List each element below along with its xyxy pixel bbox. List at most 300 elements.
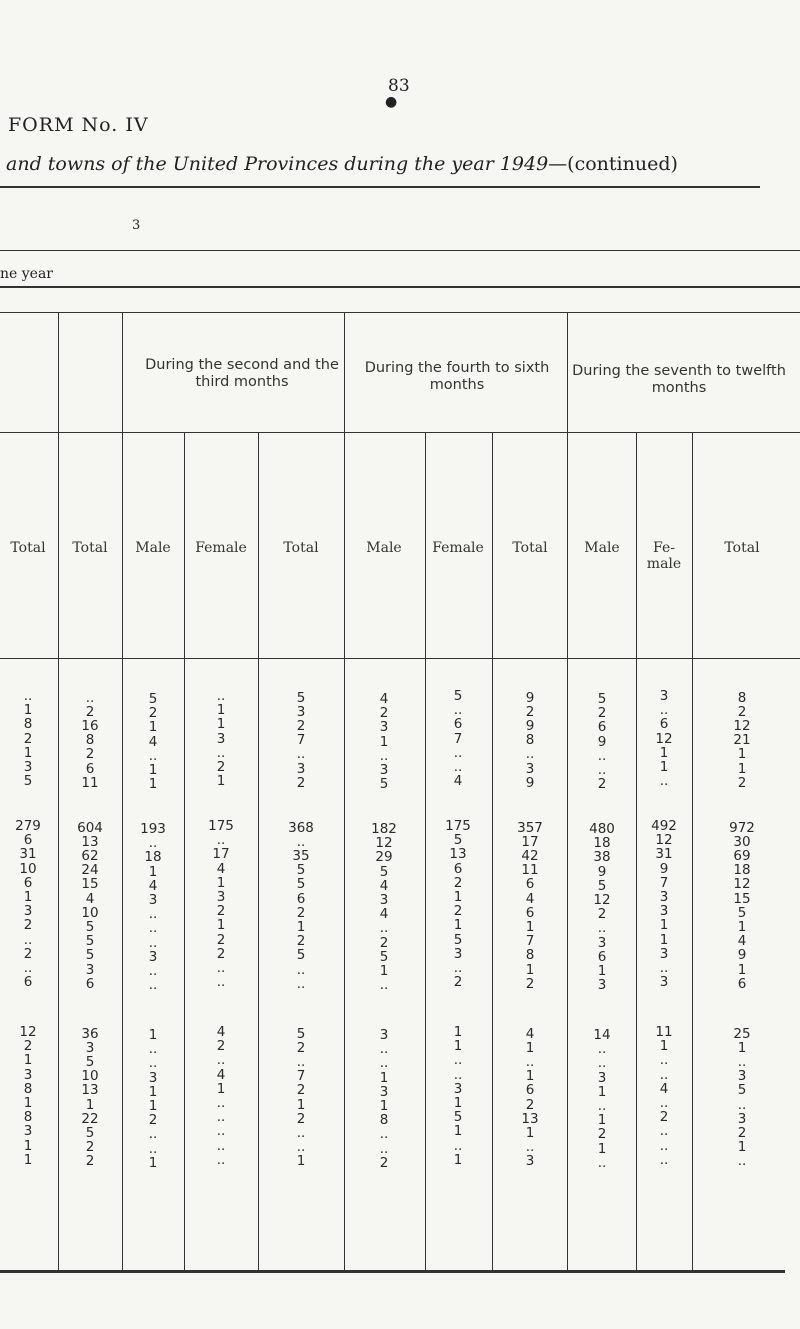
- table-cell: 2: [453, 903, 463, 920]
- table-cell: 2: [85, 1139, 95, 1156]
- table-cell: 8: [737, 689, 747, 706]
- table-cell: 6: [23, 874, 33, 891]
- table-cell: 2: [23, 730, 33, 747]
- table-cell: 2: [296, 1082, 306, 1099]
- table-cell: 3: [23, 1123, 33, 1140]
- rule-top: [0, 186, 760, 188]
- table-cell: 1: [216, 716, 226, 733]
- table-cell: 1: [597, 1083, 607, 1100]
- table-cell: 279: [15, 818, 41, 834]
- table-cell: 1: [659, 744, 669, 761]
- table-cell: 492: [651, 818, 677, 834]
- vrule: [184, 432, 185, 1270]
- table-cell: 6: [453, 860, 463, 877]
- table-cell: 3: [23, 759, 33, 775]
- table-cell: 14: [593, 1027, 611, 1043]
- table-cell: 3: [85, 961, 95, 978]
- table-cell: ..: [659, 1123, 669, 1140]
- table-cell: 18: [593, 835, 611, 852]
- table-cell: 8: [85, 732, 95, 749]
- table-cell: ..: [597, 1041, 607, 1058]
- table-cell: ..: [23, 960, 33, 976]
- table-cell: 1: [23, 702, 33, 719]
- table-cell: 7: [659, 874, 669, 891]
- table-cell: ..: [453, 759, 463, 775]
- table-cell: ..: [597, 747, 607, 764]
- table-cell: 2: [216, 945, 226, 962]
- rule-number: [0, 250, 800, 251]
- table-cell: 3: [453, 945, 463, 962]
- table-cell: 5: [296, 947, 306, 964]
- table-cell: ..: [659, 1052, 669, 1069]
- rule-headers-bottom: [0, 658, 800, 659]
- table-cell: 1: [296, 1096, 306, 1113]
- table-cell: 1: [525, 1068, 535, 1085]
- table-cell: 604: [77, 819, 103, 836]
- column-header: Female: [432, 540, 484, 556]
- table-cell: 2: [525, 1096, 535, 1113]
- table-cell: 2: [296, 774, 306, 791]
- table-cell: ..: [296, 746, 306, 763]
- vrule: [122, 312, 123, 1270]
- table-cell: 17: [212, 846, 230, 863]
- table-cell: 2: [737, 774, 747, 791]
- table-cell: 21: [733, 732, 751, 749]
- table-cell: ..: [148, 963, 158, 979]
- table-cell: 2: [216, 903, 226, 920]
- table-cell: ..: [216, 688, 226, 704]
- table-cell: 6: [85, 975, 95, 992]
- table-cell: 1: [296, 1153, 306, 1170]
- table-cell: 69: [733, 847, 751, 864]
- table-cell: 3: [23, 1066, 33, 1083]
- table-cell: 1: [737, 961, 747, 978]
- table-cell: 2: [148, 1112, 158, 1129]
- table-cell: 12: [19, 1024, 37, 1040]
- table-cell: 1: [453, 1151, 463, 1168]
- table-cell: ..: [453, 960, 463, 976]
- table-cell: 3: [379, 1083, 389, 1100]
- table-cell: 2: [379, 934, 389, 951]
- table-cell: 2: [23, 945, 33, 962]
- table-cell: 9: [597, 863, 607, 880]
- table-cell: 3: [148, 1069, 158, 1086]
- table-cell: ..: [148, 1055, 158, 1072]
- table-cell: 4: [379, 691, 389, 707]
- table-cell: 1: [453, 917, 463, 934]
- table-cell: ..: [659, 1066, 669, 1083]
- table-cell: 3: [597, 934, 607, 951]
- table-cell: 15: [81, 876, 99, 893]
- table-cell: 2: [379, 1154, 389, 1171]
- table-cell: ..: [597, 1154, 607, 1171]
- table-cell: 3: [148, 948, 158, 965]
- table-cell: 1: [597, 1140, 607, 1157]
- table-cell: ..: [148, 1140, 158, 1157]
- table-cell: 18: [733, 862, 751, 879]
- table-cell: 3: [659, 903, 669, 920]
- table-cell: 5: [597, 691, 607, 707]
- table-cell: ..: [737, 1096, 747, 1113]
- table-cell: 62: [81, 847, 99, 864]
- table-cell: 9: [525, 717, 535, 734]
- table-cell: 6: [23, 832, 33, 849]
- table-cell: 1: [453, 1123, 463, 1140]
- table-cell: ..: [148, 906, 158, 923]
- table-cell: ..: [148, 835, 158, 852]
- table-cell: ..: [296, 975, 306, 992]
- table-cell: 2: [296, 1039, 306, 1056]
- table-cell: 3: [737, 1110, 747, 1127]
- table-cell: 5: [85, 933, 95, 950]
- table-cell: 1: [216, 702, 226, 719]
- table-cell: ..: [216, 974, 226, 991]
- table-cell: ..: [216, 1052, 226, 1069]
- table-cell: 1: [148, 1027, 158, 1043]
- column-header: Total: [10, 540, 46, 556]
- table-cell: 6: [525, 904, 535, 921]
- table-cell: 8: [23, 1080, 33, 1097]
- table-cell: 2: [597, 906, 607, 923]
- table-cell: 1: [148, 863, 158, 880]
- table-cell: ..: [659, 1095, 669, 1111]
- table-cell: 5: [379, 776, 389, 793]
- table-cell: 1: [737, 1139, 747, 1156]
- table-cell: ..: [216, 1109, 226, 1126]
- table-cell: 8: [379, 1112, 389, 1129]
- table-cell: 7: [296, 732, 306, 749]
- table-cell: 24: [81, 862, 99, 879]
- table-cell: 1: [453, 1038, 463, 1055]
- table-cell: 3: [597, 1069, 607, 1086]
- table-cell: ..: [453, 702, 463, 719]
- table-cell: 29: [375, 849, 393, 866]
- year-fragment: ne year: [0, 266, 53, 282]
- table-cell: 3: [659, 945, 669, 962]
- table-cell: 3: [597, 977, 607, 994]
- table-cell: 1: [453, 1095, 463, 1111]
- table-cell: 2: [216, 759, 226, 775]
- table-cell: ..: [597, 920, 607, 937]
- table-cell: 2: [737, 703, 747, 720]
- table-cell: ..: [379, 747, 389, 764]
- table-cell: 8: [525, 947, 535, 964]
- table-cell: 2: [296, 904, 306, 921]
- table-cell: 3: [659, 974, 669, 991]
- table-cell: ..: [216, 1137, 226, 1154]
- table-cell: ..: [379, 1126, 389, 1143]
- table-cell: 5: [296, 876, 306, 893]
- table-cell: 1: [379, 1069, 389, 1086]
- table-cell: 2: [148, 705, 158, 722]
- table-cell: 2: [296, 717, 306, 734]
- table-cell: 1: [216, 874, 226, 891]
- table-cell: 5: [737, 1082, 747, 1099]
- table-cell: 6: [85, 760, 95, 777]
- table-cell: 6: [525, 1082, 535, 1099]
- table-cell: ..: [148, 747, 158, 764]
- table-cell: 3: [737, 1068, 747, 1085]
- table-cell: 2: [737, 1124, 747, 1141]
- table-cell: 3: [659, 688, 669, 704]
- table-cell: 22: [81, 1110, 99, 1127]
- table-cell: 2: [597, 776, 607, 793]
- table-cell: 1: [525, 918, 535, 935]
- table-cell: 3: [379, 762, 389, 778]
- table-cell: 7: [525, 933, 535, 950]
- table-cell: 368: [288, 819, 314, 836]
- table-cell: 1: [379, 963, 389, 979]
- table-cell: 6: [597, 948, 607, 965]
- table-cell: 182: [371, 821, 397, 837]
- table-cell: 4: [148, 733, 158, 750]
- table-cell: 16: [81, 717, 99, 734]
- table-cell: ..: [296, 1124, 306, 1141]
- table-cell: 2: [296, 1110, 306, 1127]
- table-cell: 1: [453, 889, 463, 905]
- table-cell: 6: [659, 716, 669, 733]
- table-cell: 4: [148, 877, 158, 894]
- continued-label: —(continued): [548, 153, 678, 175]
- table-cell: 2: [85, 703, 95, 720]
- table-cell: 3: [216, 730, 226, 747]
- table-cell: ..: [148, 1041, 158, 1058]
- table-cell: 5: [85, 947, 95, 964]
- table-cell: 3: [379, 892, 389, 908]
- table-cell: ..: [216, 960, 226, 976]
- table-cell: 3: [525, 760, 535, 777]
- table-cell: ..: [85, 689, 95, 706]
- table-cell: 5: [737, 904, 747, 921]
- table-cell: 7: [453, 730, 463, 747]
- table-cell: 1: [737, 1039, 747, 1056]
- table-cell: 5: [379, 948, 389, 965]
- table-cell: 4: [379, 877, 389, 894]
- table-cell: ..: [453, 1052, 463, 1069]
- table-cell: 1: [216, 1080, 226, 1097]
- table-cell: ..: [379, 1140, 389, 1157]
- table-cell: 1: [23, 1151, 33, 1168]
- column-header: Total: [724, 540, 760, 556]
- table-cell: 1: [23, 889, 33, 905]
- table-cell: 1: [148, 762, 158, 778]
- table-cell: 13: [81, 1082, 99, 1099]
- column-header: Male: [366, 540, 402, 556]
- table-cell: 9: [525, 774, 535, 791]
- table-cell: 4: [659, 1080, 669, 1097]
- table-cell: 38: [593, 849, 611, 866]
- table-cell: ..: [216, 1151, 226, 1168]
- table-cell: 11: [655, 1024, 673, 1040]
- group-header-second-third: During the second and the third months: [145, 357, 339, 390]
- table-cell: 8: [525, 732, 535, 749]
- table-cell: 1: [737, 918, 747, 935]
- column-header: Total: [72, 540, 108, 556]
- table-cell: 175: [208, 818, 234, 834]
- table-cell: 4: [525, 1025, 535, 1042]
- table-cell: 18: [144, 849, 162, 866]
- table-cell: 3: [296, 760, 306, 777]
- table-cell: ..: [216, 744, 226, 761]
- table-cell: 1: [659, 917, 669, 934]
- table-cell: 5: [148, 691, 158, 707]
- table-cell: 3: [85, 1039, 95, 1056]
- table-cell: 12: [593, 892, 611, 908]
- table-cell: ..: [296, 961, 306, 978]
- table-cell: 25: [733, 1025, 751, 1042]
- table-cell: 1: [148, 1098, 158, 1114]
- table-cell: 2: [525, 975, 535, 992]
- table-cell: 1: [379, 733, 389, 750]
- table-cell: 9: [597, 733, 607, 750]
- table-cell: 5: [85, 1124, 95, 1141]
- table-cell: 11: [521, 862, 539, 879]
- table-cell: 1: [148, 1154, 158, 1171]
- table-cell: 10: [19, 860, 37, 877]
- table-cell: 5: [296, 1025, 306, 1042]
- table-cell: 31: [19, 846, 37, 863]
- table-cell: 42: [521, 847, 539, 864]
- rule-bottom: [0, 1270, 785, 1273]
- column-number: 3: [132, 218, 141, 233]
- table-cell: ..: [379, 1041, 389, 1058]
- table-cell: 2: [23, 1038, 33, 1055]
- table-cell: 4: [85, 890, 95, 907]
- vrule: [58, 312, 59, 1270]
- table-cell: ..: [148, 934, 158, 951]
- vrule: [492, 432, 493, 1270]
- table-cell: 1: [659, 931, 669, 948]
- table-cell: ..: [597, 1098, 607, 1114]
- table-cell: 5: [453, 688, 463, 704]
- table-cell: 2: [597, 1126, 607, 1143]
- column-header: Fe- male: [646, 540, 682, 572]
- vrule: [258, 432, 259, 1270]
- table-cell: 1: [453, 1024, 463, 1040]
- table-cell: 3: [379, 1027, 389, 1043]
- table-cell: 1: [737, 746, 747, 763]
- table-cell: 3: [453, 1080, 463, 1097]
- table-cell: 2: [296, 933, 306, 950]
- table-cell: 1: [23, 1137, 33, 1154]
- page-number: 83: [388, 76, 410, 96]
- subtitle-text: and towns of the United Provinces during the year 1949: [6, 153, 549, 175]
- table-cell: 5: [23, 773, 33, 790]
- table-cell: 4: [453, 773, 463, 790]
- table-cell: 13: [81, 833, 99, 850]
- column-header: Total: [512, 540, 548, 556]
- table-cell: ..: [453, 1137, 463, 1154]
- table-cell: 30: [733, 833, 751, 850]
- table-cell: 12: [655, 730, 673, 747]
- group-header-seventh-twelfth: During the seventh to twelfth months: [572, 363, 786, 396]
- table-cell: 175: [445, 818, 471, 834]
- table-cell: 5: [85, 1053, 95, 1070]
- table-cell: ..: [659, 1137, 669, 1154]
- column-header: Female: [195, 540, 247, 556]
- table-cell: 4: [216, 860, 226, 877]
- table-cell: 2: [453, 974, 463, 991]
- table-cell: 9: [659, 860, 669, 877]
- table-cell: 4: [216, 1024, 226, 1040]
- table-cell: 12: [733, 876, 751, 893]
- table-cell: 2: [216, 1038, 226, 1055]
- table-cell: 5: [296, 689, 306, 706]
- table-cell: ..: [597, 762, 607, 778]
- table-cell: 4: [379, 906, 389, 923]
- table-cell: ..: [453, 1066, 463, 1083]
- table-cell: ..: [379, 920, 389, 937]
- table-cell: 13: [521, 1110, 539, 1127]
- table-cell: 4: [216, 1066, 226, 1083]
- column-header: Male: [135, 540, 171, 556]
- table-cell: ..: [453, 744, 463, 761]
- table-cell: ..: [148, 920, 158, 937]
- column-header: Total: [283, 540, 319, 556]
- table-cell: 9: [525, 689, 535, 706]
- table-cell: 9: [737, 947, 747, 964]
- table-cell: 17: [521, 833, 539, 850]
- vrule: [567, 312, 568, 1270]
- table-cell: 1: [85, 1096, 95, 1113]
- table-cell: 12: [733, 717, 751, 734]
- table-cell: ..: [659, 960, 669, 976]
- table-cell: 10: [81, 1068, 99, 1085]
- table-cell: 2: [216, 931, 226, 948]
- table-cell: ..: [23, 931, 33, 948]
- table-cell: ..: [23, 688, 33, 704]
- table-cell: 7: [296, 1068, 306, 1085]
- table-cell: 1: [525, 1039, 535, 1056]
- form-title: FORM No. IV: [8, 114, 149, 136]
- table-cell: 5: [453, 832, 463, 849]
- table-cell: 2: [525, 703, 535, 720]
- table-cell: 36: [81, 1025, 99, 1042]
- vrule: [425, 432, 426, 1270]
- table-cell: 1: [597, 963, 607, 979]
- table-cell: 2: [85, 1153, 95, 1170]
- table-cell: 357: [517, 819, 543, 836]
- table-cell: ..: [525, 1139, 535, 1156]
- table-cell: 1: [525, 961, 535, 978]
- table-cell: ..: [659, 1151, 669, 1168]
- table-cell: 3: [659, 889, 669, 905]
- table-cell: ..: [525, 1053, 535, 1070]
- table-cell: 6: [597, 719, 607, 736]
- bullet-mark: ●: [385, 94, 398, 110]
- table-cell: ..: [216, 1095, 226, 1111]
- table-cell: 6: [23, 974, 33, 991]
- table-cell: ..: [148, 977, 158, 994]
- table-cell: 5: [296, 862, 306, 879]
- rule-year: [0, 286, 800, 288]
- table-cell: ..: [216, 1123, 226, 1140]
- table-cell: ..: [525, 746, 535, 763]
- rule-groups: [0, 312, 800, 313]
- table-cell: ..: [737, 1053, 747, 1070]
- table-cell: ..: [148, 1126, 158, 1143]
- table-cell: 2: [659, 1109, 669, 1126]
- table-cell: 3: [525, 1153, 535, 1170]
- table-cell: 1: [23, 744, 33, 761]
- table-cell: 13: [449, 846, 467, 863]
- table-cell: ..: [659, 702, 669, 719]
- table-cell: 2: [85, 746, 95, 763]
- table-cell: 3: [23, 903, 33, 920]
- rule-subheads: [0, 432, 800, 433]
- table-cell: 5: [85, 918, 95, 935]
- table-cell: ..: [597, 1055, 607, 1072]
